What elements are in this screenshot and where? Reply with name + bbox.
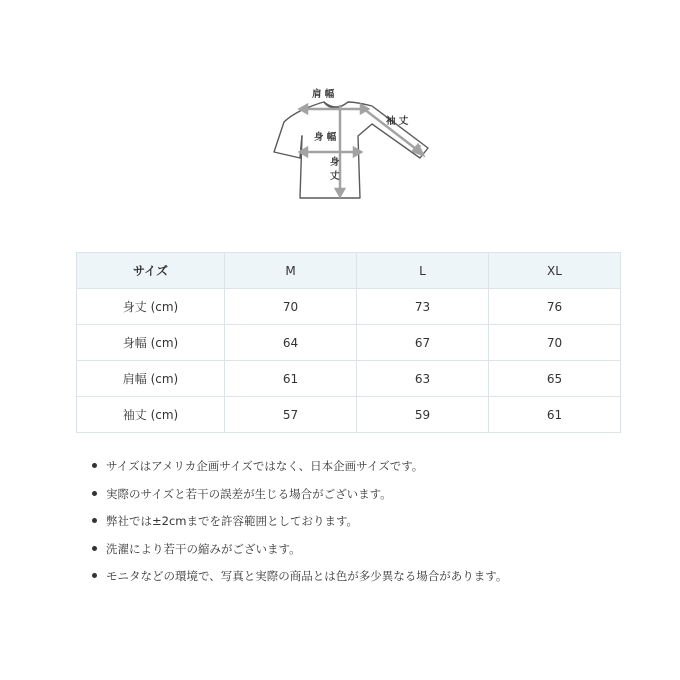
- table-cell: 57: [225, 397, 357, 433]
- table-cell: 70: [489, 325, 621, 361]
- size-notes-list: [90, 458, 507, 596]
- list-item: [90, 486, 507, 514]
- note-text: 弊社では±2cmまでを許容範囲としております。: [106, 514, 359, 528]
- table-cell: 59: [357, 397, 489, 433]
- size-header-xl: XL: [489, 253, 621, 289]
- row-label-body-width: 身幅 (cm): [77, 325, 225, 361]
- sleeve-length-label: 袖 丈: [386, 116, 409, 127]
- body-length-label-bottom: 丈: [330, 171, 340, 182]
- bullet-icon: [92, 546, 97, 551]
- table-cell: 65: [489, 361, 621, 397]
- list-item: [90, 568, 507, 596]
- table-cell: 73: [357, 289, 489, 325]
- table-cell: 70: [225, 289, 357, 325]
- row-label-body-length: 身丈 (cm): [77, 289, 225, 325]
- table-cell: 63: [357, 361, 489, 397]
- bullet-icon: [92, 573, 97, 578]
- shoulder-width-label: 肩 幅: [312, 89, 335, 100]
- table-header-row: [77, 253, 621, 289]
- table-cell: 76: [489, 289, 621, 325]
- row-label-shoulder-width: 肩幅 (cm): [77, 361, 225, 397]
- bullet-icon: [92, 463, 97, 468]
- bullet-icon: [92, 491, 97, 496]
- table-row: [77, 397, 621, 433]
- table-cell: 61: [489, 397, 621, 433]
- longsleeve-shirt-diagram: [260, 80, 440, 210]
- note-text: サイズはアメリカ企画サイズではなく、日本企画サイズです。: [106, 459, 424, 473]
- size-header-label: サイズ: [77, 253, 225, 289]
- table-row: [77, 289, 621, 325]
- list-item: [90, 458, 507, 486]
- table-cell: 64: [225, 325, 357, 361]
- garment-measurement-diagram: [260, 80, 440, 210]
- table-cell: 61: [225, 361, 357, 397]
- table-row: [77, 325, 621, 361]
- bullet-icon: [92, 518, 97, 523]
- note-text: モニタなどの環境で、写真と実際の商品とは色が多少異なる場合があります。: [106, 569, 508, 583]
- list-item: [90, 541, 507, 569]
- body-length-label-top: 身: [330, 157, 340, 168]
- table-cell: 67: [357, 325, 489, 361]
- size-header-m: M: [225, 253, 357, 289]
- body-width-label: 身 幅: [314, 132, 337, 143]
- size-header-l: L: [357, 253, 489, 289]
- size-chart-table: [76, 252, 621, 433]
- row-label-sleeve-length: 袖丈 (cm): [77, 397, 225, 433]
- table-row: [77, 361, 621, 397]
- note-text: 実際のサイズと若干の誤差が生じる場合がございます。: [106, 486, 392, 501]
- note-text: 洗濯により若干の縮みがございます。: [106, 541, 301, 556]
- list-item: [90, 513, 507, 541]
